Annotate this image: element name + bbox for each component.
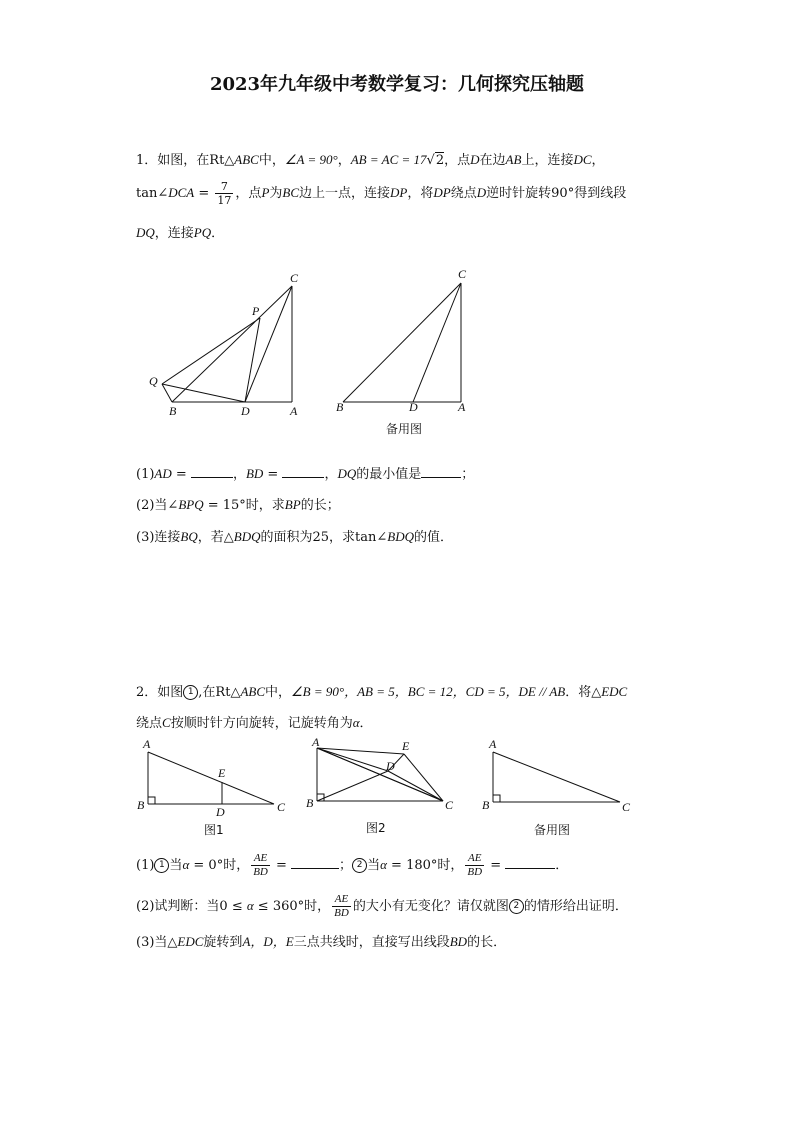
p1-text: = — [194, 186, 214, 201]
segment-BC — [172, 286, 292, 402]
p1-line3 — [136, 222, 224, 241]
q-text: 当 — [169, 858, 183, 873]
label-B: B — [306, 796, 314, 810]
frac-numerator: 7 — [215, 180, 233, 194]
q-text: (2)当∠ — [136, 498, 179, 513]
p2-line2 — [136, 712, 373, 731]
q-math: BPQ — [178, 497, 204, 512]
p1-math: ABC — [234, 152, 259, 167]
p1-math: ∠A = 90° — [284, 152, 338, 167]
p1-text: 绕点 — [450, 186, 477, 201]
figure1-caption: 图1 — [204, 823, 224, 837]
p1-text: ，将 — [407, 186, 434, 201]
q-text: = — [486, 858, 506, 873]
p2-text: 中， — [265, 685, 292, 700]
p2-figure1 — [148, 752, 274, 804]
segment-AD — [317, 748, 388, 771]
p1-math: DP — [390, 185, 408, 200]
label-B: B — [137, 798, 145, 812]
label-C: C — [445, 798, 454, 812]
p2-math: C — [162, 715, 171, 730]
p2-math: α — [352, 715, 360, 730]
frac-denominator: BD — [334, 907, 349, 919]
right-angle-mark — [493, 795, 500, 802]
p1-number: 1． — [136, 153, 158, 168]
q-text: (1) — [136, 858, 155, 873]
label-Q: Q — [149, 374, 158, 388]
figure2-caption: 图2 — [366, 821, 386, 835]
p1-text: ，点 — [235, 186, 262, 201]
p1-text: 中， — [258, 153, 285, 168]
p2-line1 — [136, 681, 627, 700]
p1-line2 — [136, 180, 626, 207]
q-text: 三点共线时，直接写出线段 — [293, 935, 450, 950]
q-text: = — [263, 467, 283, 482]
q-text: 的情形给出证明． — [523, 899, 628, 914]
p2-math: BC = 12， — [407, 684, 466, 699]
q-text: 旋转到 — [203, 935, 243, 950]
q-text: = 180°时， — [386, 858, 464, 873]
segment-QB — [162, 384, 172, 402]
p1-math: DQ — [136, 225, 155, 240]
p1-math: D — [476, 185, 487, 200]
spare-figure-caption: 备用图 — [534, 823, 571, 837]
fraction-AE-BD — [251, 852, 270, 879]
q-math: A，D，E — [242, 934, 294, 949]
p1-text: 上，连接 — [521, 153, 574, 168]
frac-denominator: 17 — [217, 194, 232, 207]
q-math: EDC — [177, 934, 204, 949]
circled-number: 2 — [352, 858, 367, 873]
p2-math: AB = 5， — [357, 684, 408, 699]
label-B: B — [169, 404, 177, 418]
label-D: D — [241, 404, 250, 418]
q-text: (3)连接 — [136, 530, 181, 545]
label-C: C — [290, 271, 299, 285]
frac-denominator: BD — [467, 866, 483, 878]
q-math: α — [182, 857, 190, 872]
q-text: (3)当△ — [136, 935, 178, 950]
q-text: = — [271, 858, 292, 873]
answer-blank[interactable] — [282, 465, 324, 478]
p1-math: D — [470, 152, 480, 167]
answer-blank[interactable] — [421, 465, 461, 478]
q-text: (2)试判断：当0 ≤ — [136, 899, 247, 914]
q-text: = — [171, 467, 191, 482]
sqrt-radicand: 2 — [435, 153, 445, 168]
p2-text: ,在Rt△ — [198, 685, 241, 700]
frac-denominator: BD — [253, 866, 268, 878]
p2-math: EDC — [601, 684, 628, 699]
frac-numerator: AE — [465, 852, 484, 866]
p1-text: 为 — [269, 186, 283, 201]
p1-math: PQ — [193, 225, 212, 240]
q-math: BQ — [180, 529, 198, 544]
segment-BC — [343, 283, 461, 402]
p1-text: 如图，在Rt△ — [157, 153, 235, 168]
p1-text: tan∠ — [136, 186, 169, 201]
segment-DP — [245, 318, 260, 402]
p1-math: DP — [433, 185, 451, 200]
spare-figure-caption: 备用图 — [386, 422, 423, 436]
p1-question3 — [136, 526, 453, 545]
p1-figures — [140, 262, 480, 442]
label-B: B — [482, 798, 490, 812]
p1-math: AB = AC = 17 — [350, 152, 427, 167]
fraction-7-17 — [215, 180, 233, 207]
q-math: BP — [284, 497, 301, 512]
q-text: ． — [555, 858, 569, 873]
p1-spare-figure — [343, 283, 461, 402]
q-text: 的长． — [467, 935, 507, 950]
p1-question2 — [136, 494, 340, 513]
label-D: D — [409, 400, 418, 414]
q-text: 的长； — [300, 498, 340, 513]
p1-text: ， — [591, 153, 605, 168]
q-math: α — [246, 898, 254, 913]
label-A: A — [312, 735, 320, 749]
p2-question1 — [136, 852, 568, 879]
right-angle-mark — [148, 797, 155, 804]
q-math: BD — [245, 466, 264, 481]
p2-question3 — [136, 931, 506, 950]
p2-number: 2． — [136, 685, 158, 700]
label-A: A — [458, 400, 466, 414]
p1-math: DCA — [168, 185, 195, 200]
frac-numerator: AE — [251, 852, 270, 866]
answer-blank[interactable] — [191, 465, 233, 478]
segment-BD — [317, 771, 388, 801]
p1-math: P — [261, 185, 270, 200]
label-C: C — [277, 800, 286, 814]
q-text: ； — [461, 467, 475, 482]
p1-line1 — [136, 149, 605, 168]
p1-text: ，连接 — [154, 226, 194, 241]
p1-text: 在边 — [479, 153, 506, 168]
segment-DC — [388, 771, 443, 801]
p2-math: ABC — [240, 684, 266, 699]
p2-math: CD = 5， — [465, 684, 519, 699]
q-text: 的面积为25，求tan∠ — [260, 530, 388, 545]
label-D: D — [386, 759, 395, 773]
p1-text: ． — [211, 226, 225, 241]
p1-text: ， — [337, 153, 351, 168]
p2-text: 如图 — [157, 685, 184, 700]
label-C: C — [458, 267, 467, 281]
q-math: BDQ — [233, 529, 261, 544]
p1-text: ，点 — [444, 153, 471, 168]
segment-PQ — [162, 318, 260, 384]
circled-number: 2 — [509, 899, 524, 914]
answer-blank[interactable] — [291, 856, 339, 869]
q-text: = 15°时，求 — [203, 498, 285, 513]
q-text: ； — [339, 858, 353, 873]
label-A: A — [143, 737, 151, 751]
p1-text: 逆时针旋转90°得到线段 — [486, 186, 627, 201]
label-E: E — [402, 739, 410, 753]
p2-question2 — [136, 893, 628, 920]
q-math: BD — [449, 934, 468, 949]
circled-number: 1 — [154, 858, 169, 873]
page-title: 2023年九年级中考数学复习：几何探究压轴题 — [209, 74, 585, 95]
fraction-AE-BD — [332, 893, 351, 920]
label-P: P — [252, 304, 260, 318]
q-text: 的大小有无变化？请仅就图 — [352, 899, 509, 914]
p1-main-figure — [162, 286, 292, 402]
segment-AC — [148, 752, 274, 804]
fraction-AE-BD — [465, 852, 484, 879]
answer-blank[interactable] — [505, 856, 555, 869]
p2-figures — [136, 734, 656, 842]
p1-math: AB — [505, 152, 522, 167]
frac-numerator: AE — [332, 893, 351, 907]
label-A: A — [290, 404, 298, 418]
q-math: BDQ — [387, 529, 414, 544]
p2-text: ． — [359, 716, 373, 731]
segment-AC — [493, 752, 620, 802]
label-A: A — [489, 737, 497, 751]
q-text: 的最小值是 — [356, 467, 422, 482]
label-E: E — [218, 766, 226, 780]
q-text: 的值． — [414, 530, 454, 545]
q-text: ， — [232, 467, 246, 482]
p2-text: 绕点 — [136, 716, 163, 731]
p2-math: DE // AB — [518, 684, 566, 699]
q-math: AD — [154, 466, 172, 481]
q-text: ≤ 360°时， — [253, 899, 331, 914]
q-math: DQ — [337, 466, 357, 481]
q-text: 当 — [367, 858, 381, 873]
p2-math: ∠B = 90°， — [291, 684, 358, 699]
p1-math: DC — [573, 152, 592, 167]
segment-EC — [404, 754, 443, 801]
circled-number: 1 — [183, 685, 198, 700]
p1-math: BC — [282, 185, 300, 200]
p1-question1 — [136, 463, 474, 482]
q-text: ， — [324, 467, 338, 482]
label-D: D — [216, 805, 225, 819]
q-text: (1) — [136, 467, 155, 482]
p2-text: ．将△ — [565, 685, 602, 700]
label-B: B — [336, 400, 344, 414]
p1-text: 边上一点，连接 — [299, 186, 391, 201]
label-C: C — [622, 800, 631, 814]
segment-DC — [413, 283, 461, 402]
p2-text: 按顺时针方向旋转，记旋转角为 — [170, 716, 353, 731]
p2-spare-figure — [493, 752, 620, 802]
sqrt-symbol: √ — [426, 153, 435, 168]
p2-figure2 — [317, 748, 443, 801]
q-text: = 0°时， — [189, 858, 250, 873]
q-text: ，若△ — [197, 530, 234, 545]
q-math: α — [380, 857, 387, 872]
